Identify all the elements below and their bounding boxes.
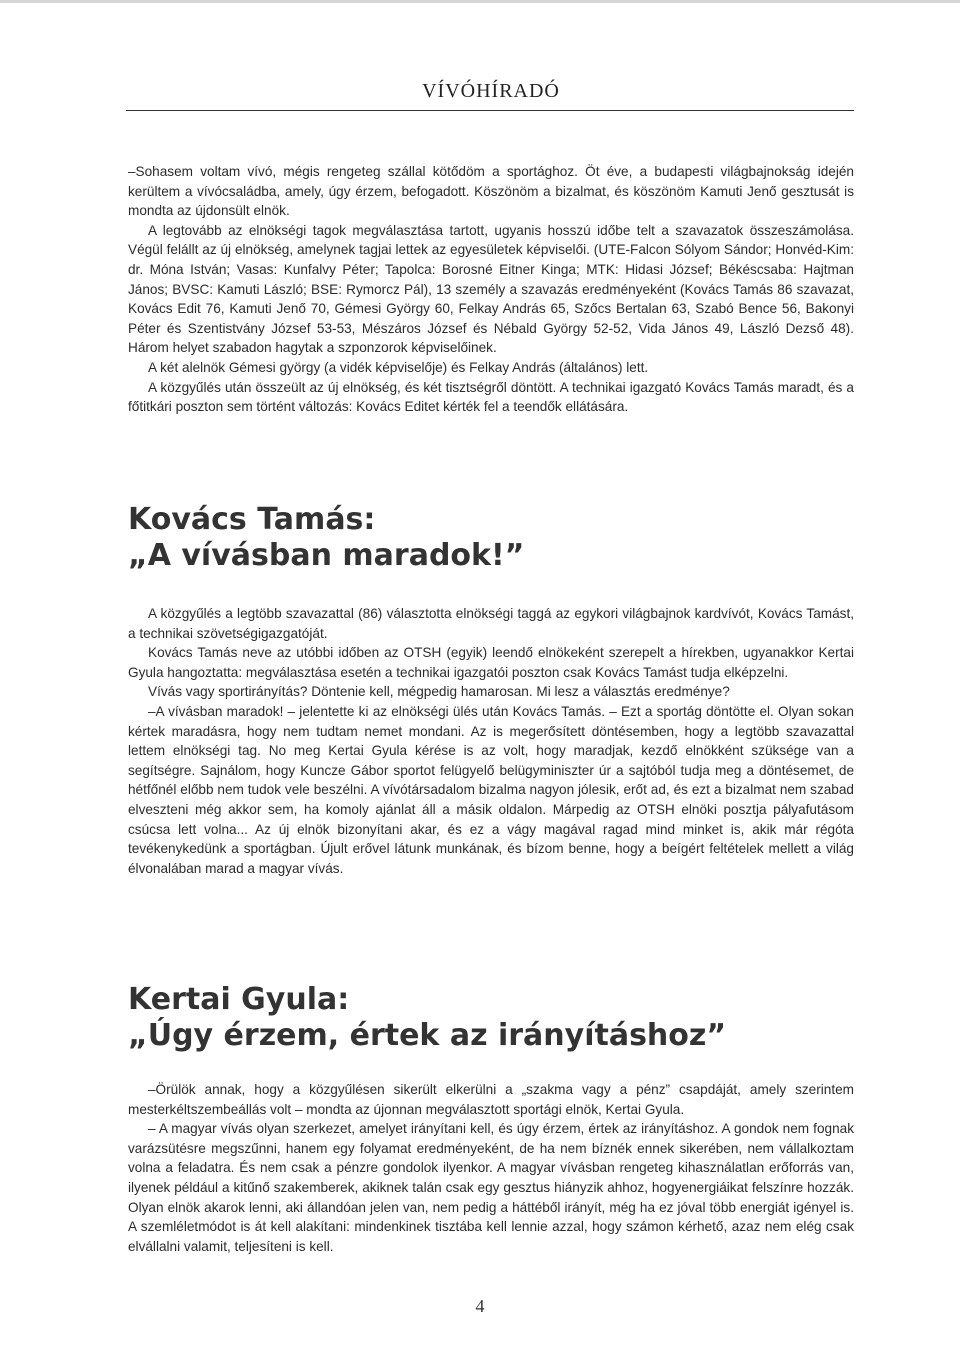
section-kovacs-heading — [128, 502, 854, 574]
section-kovacs-body — [128, 604, 854, 878]
section-kovacs-title-line2: „A vívásban maradok!” — [128, 538, 525, 573]
kovacs-paragraph-3: Vívás vagy sportirányítás? Döntenie kell, mégpedig hamarosan. Mi lesz a választás eredménye? — [148, 684, 730, 700]
kertai-paragraph-2: – A magyar vívás olyan szerkezet, amelyet irányítani kell, és úgy érzem, értek az irányításhoz. A gondok nem fognak varázsütésre megszűnni, hanem egy folyamat eredményeként, de ha nem bíznék ennek sikerében, nem vállalkoztam volna a feladatra. És nem csak a pénzre gondolok ilyenkor. A magyar vívásban rengeteg kihasználatlan erőforrás van, ilyenek például a kitűnő szakemberek, akiknek talán csak egy gesztus hiányzik ahhoz, hogyenergiáikat felszínre hozzák. Olyan elnök akarok lenni, aki állandóan jelen van, nem pedig a háttéből irányít, még ha ez jóval több energiát igényel is. A szemléletmódot is át kell alakítani: mindenkinek tisztába kell lennie azzal, hogy számon kérhető, azaz nem elég csak elvállalni valamit, teljesíteni is kell. — [128, 1121, 854, 1254]
section-kertai-title-line2: „Úgy érzem, értek az irányításhoz” — [128, 1018, 727, 1053]
page-number: 4 — [475, 1296, 485, 1316]
section-kertai-title-line1: Kertai Gyula: — [128, 982, 350, 1017]
intro-paragraph-4: A közgyűlés után összeült az új elnökség, és két tisztségről döntött. A technikai igazgató Kovács Tamás maradt, és a főtitkári poszton sem történt változás: Kovács Editet kérték fel a teendők ellátására. — [128, 379, 854, 415]
page-header: VÍVÓHÍRADÓ — [422, 80, 560, 102]
section-kertai-heading — [128, 982, 854, 1054]
kovacs-paragraph-4: –A vívásban maradok! – jelentette ki az elnökségi ülés után Kovács Tamás. – Ezt a sportág döntötte el. Olyan sokan kértek maradásra, hogy nem tudtam nemet mondani. Az is megerősített döntésemben, hogy a legtöbb szavazattal lettem elnökségi tag. No meg Kertai Gyula kérése is az volt, hogy maradjak, kezdő elnökként szüksége van a segítségre. Sajnálom, hogy Kuncze Gábor sportot felügyelő belügyminiszter úr a sajtóból tudja meg a döntésemet, de hétfőnél előbb nem tudok vele beszélni. A vívótársadalom bizalma nagyon jólesik, erőt ad, és ezt a bizalmat nem szabad elveszteni még akkor sem, ha komoly ajánlat áll a másik oldalon. Márpedig az OTSH elnöki posztja pályafutásom csúcsa lett volna... Az új elnök bizonyítani akar, és ez a vágy magával ragad mind minket is, akik már régóta tevékenykedünk a sportágban. Újult erővel látunk munkának, és bízom benne, hogy a beígért feltételek mellett a világ élvonalában marad a magyar vívás. — [128, 703, 854, 876]
intro-paragraph-3: A két alelnök Gémesi györgy (a vidék képviselője) és Felkay András (általános) lett. — [148, 359, 649, 375]
kovacs-paragraph-2: Kovács Tamás neve az utóbbi időben az OTSH (egyik) leendő elnökeként szerepelt a hírekben, ugyanakkor Kertai Gyula hangoztatta: megválasztása esetén a technikai igazgatói poszton csak Kovács Tamást tudja elképzelni. — [128, 645, 854, 680]
kertai-paragraph-1: –Örülök annak, hogy a közgyűlésen sikerült elkerülni a „szakma vagy a pénz” csapdáját, amely szerintem mesterkéltszembeállás volt – mondta az újonnan megválasztott sportági elnök, Kertai Gyula. — [128, 1082, 854, 1117]
section-kovacs-title-line1: Kovács Tamás: — [128, 502, 376, 537]
intro-paragraph-2: A legtovább az elnökségi tagok megválasztása tartott, ugyanis hosszú időbe telt a szavazatok összeszámolása. Végül felállt az új elnökség, amelynek tagjai lettek az egyesületek képviselői. (UTE-Falcon Sólyom Sándor; Honvéd-Kim: dr. Móna István; Vasas: Kunfalvy Péter; Tapolca: Borosné Eitner Kinga; MTK: Hidasi József; Békéscsaba: Hajtman János; BVSC: Kamuti László; BSE: Rymorcz Pál), 13 személy a szavazás eredményeként (Kovács Tamás 86 szavazat, Kovács Edit 76, Kamuti Jenő 70, Gémesi György 60, Felkay András 65, Szőcs Bertalan 63, Szabó Bence 56, Bakonyi Péter és Szentistvány József 53-53, Mészáros József és Nébald György 52-52, Vida János 49, László Dezső 48). Három helyet szabadon hagytak a szponzorok képviselőinek. — [128, 222, 854, 356]
kovacs-paragraph-1: A közgyűlés a legtöbb szavazattal (86) választotta elnökségi taggá az egykori világbajnok kardvívót, Kovács Tamást, a technikai szövetségigazgatóját. — [128, 606, 854, 641]
header-rule — [126, 110, 854, 111]
section-kertai-body — [128, 1080, 854, 1256]
intro-paragraph-1: –Sohasem voltam vívó, mégis rengeteg szállal kötődöm a sportághoz. Öt éve, a budapesti világbajnokság idején kerültem a vívócsaládba, amely, úgy érzem, befogadott. Köszönöm a bizalmat, és köszönöm Kamuti Jenő gesztusát is mondta az újdonsült elnök. — [128, 164, 854, 219]
intro-section — [128, 162, 854, 417]
top-edge-line — [0, 0, 960, 3]
